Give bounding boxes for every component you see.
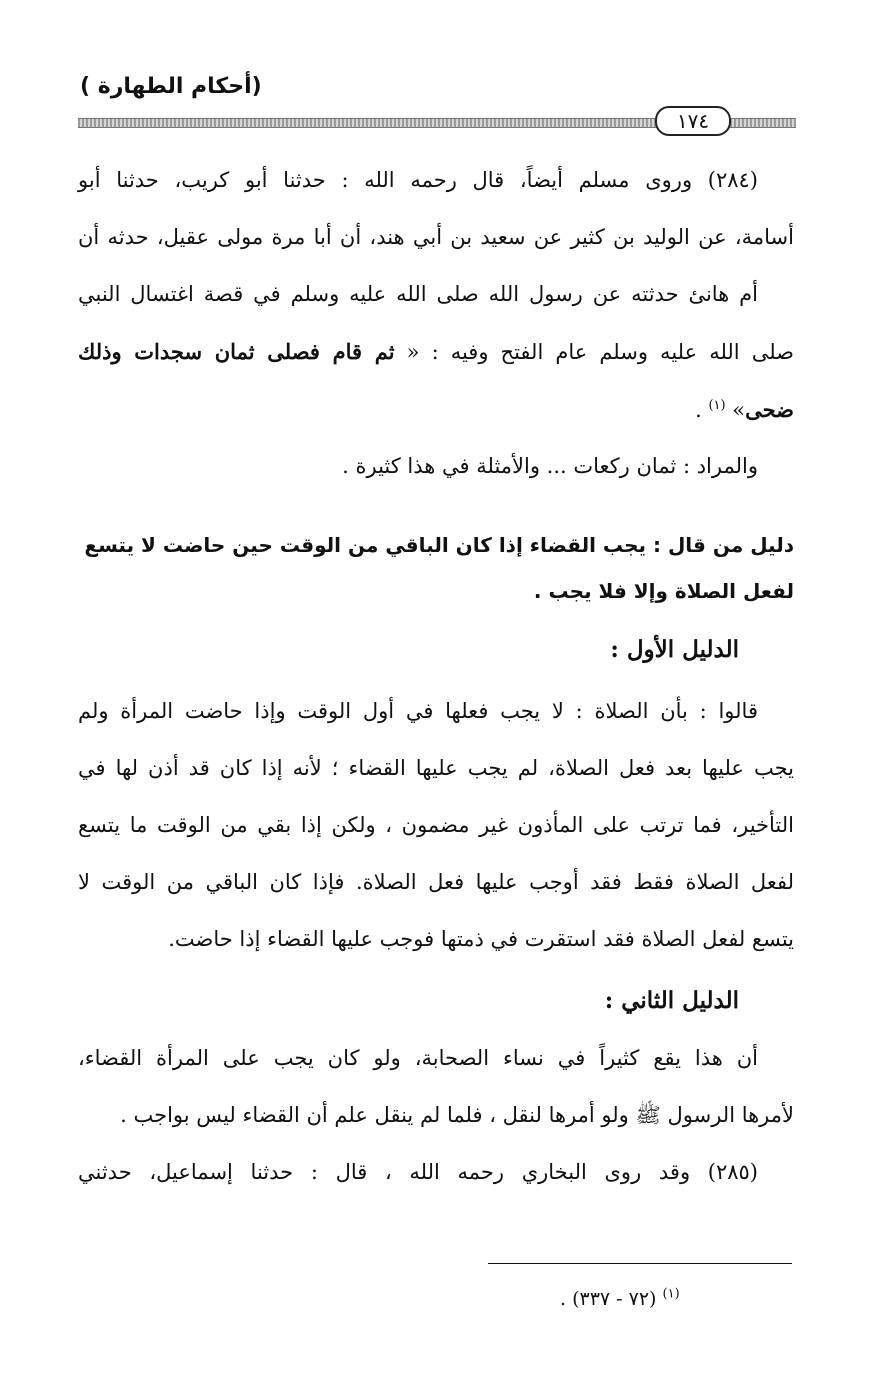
paragraph-hadith-285: (٢٨٥) وقد روى البخاري رحمه الله ، قال : حدثنا إسماعيل، حدثني — [78, 1160, 758, 1184]
text-run: . — [695, 398, 709, 422]
footnote-1 — [560, 1288, 680, 1310]
quoted-text-bold: ضحى — [745, 397, 794, 422]
running-title: (أحكام الطهارة ) — [80, 74, 262, 99]
text-line — [78, 323, 794, 381]
paragraph-second-evidence — [78, 1030, 794, 1144]
footnote-text: (٧٢ - ٣٣٧) . — [560, 1288, 663, 1310]
text-line: قالوا : بأن الصلاة : لا يجب فعلها في أول الوقت وإذا حاضت المرأة ولم — [78, 699, 758, 723]
subheading-first-evidence: الدليل الأول : — [610, 636, 739, 663]
quoted-text-bold: ثم قام فصلى ثمان سجدات وذلك — [78, 339, 395, 364]
page-number: ١٧٤ — [655, 106, 731, 136]
text-line: لأمرها الرسول ﷺ ولو أمرها لنقل ، فلما لم ينقل علم أن القضاء ليس بواجب . — [120, 1103, 794, 1127]
paragraph-hadith-284 — [78, 152, 794, 439]
text-line — [78, 381, 794, 439]
text-line: أن هذا يقع كثيراً في نساء الصحابة، ولو كان يجب على المرأة القضاء، — [78, 1046, 758, 1070]
paragraph-first-evidence — [78, 683, 794, 968]
footnote-number: (١) — [662, 1286, 680, 1302]
text-line: يتسع لفعل الصلاة فقد استقرت في ذمتها فوجب عليها القضاء إذا حاضت. — [168, 927, 794, 951]
section-heading: دليل من قال : يجب القضاء إذا كان الباقي من الوقت حين حاضت لا يتسع لفعل الصلاة وإلا فلا يجب . — [84, 533, 794, 603]
footnote-reference: (١) — [708, 398, 726, 413]
footnote-separator — [488, 1263, 792, 1264]
text-line: أم هانئ حدثته عن رسول الله صلى الله عليه وسلم في قصة اغتسال النبي — [78, 282, 758, 306]
paragraph-examples: والمراد : ثمان ركعات ... والأمثلة في هذا كثيرة . — [342, 454, 758, 478]
text-line: أسامة، عن الوليد بن كثير عن سعيد بن أبي هند، أن أبا مرة مولى عقيل، حدثه أن — [78, 225, 794, 249]
subheading-second-evidence: الدليل الثاني : — [604, 987, 739, 1014]
text-run: صلى الله عليه وسلم عام الفتح وفيه : « — [394, 340, 794, 364]
text-line: التأخير، فما ترتب على المأذون غير مضمون ، ولكن إذا بقي من الوقت ما يتسع — [78, 813, 794, 837]
text-line: يجب عليها بعد فعل الصلاة، لم يجب عليها القضاء ؛ لأنه إذا كان قد أذن لها في — [78, 756, 794, 780]
text-line: لفعل الصلاة فقط فقد أوجب عليها فعل الصلاة. فإذا كان الباقي من الوقت لا — [78, 870, 794, 894]
text-line: (٢٨٤) وروى مسلم أيضاً، قال رحمه الله : حدثنا أبو كريب، حدثنا أبو — [78, 168, 758, 192]
text-run: » — [725, 398, 746, 422]
